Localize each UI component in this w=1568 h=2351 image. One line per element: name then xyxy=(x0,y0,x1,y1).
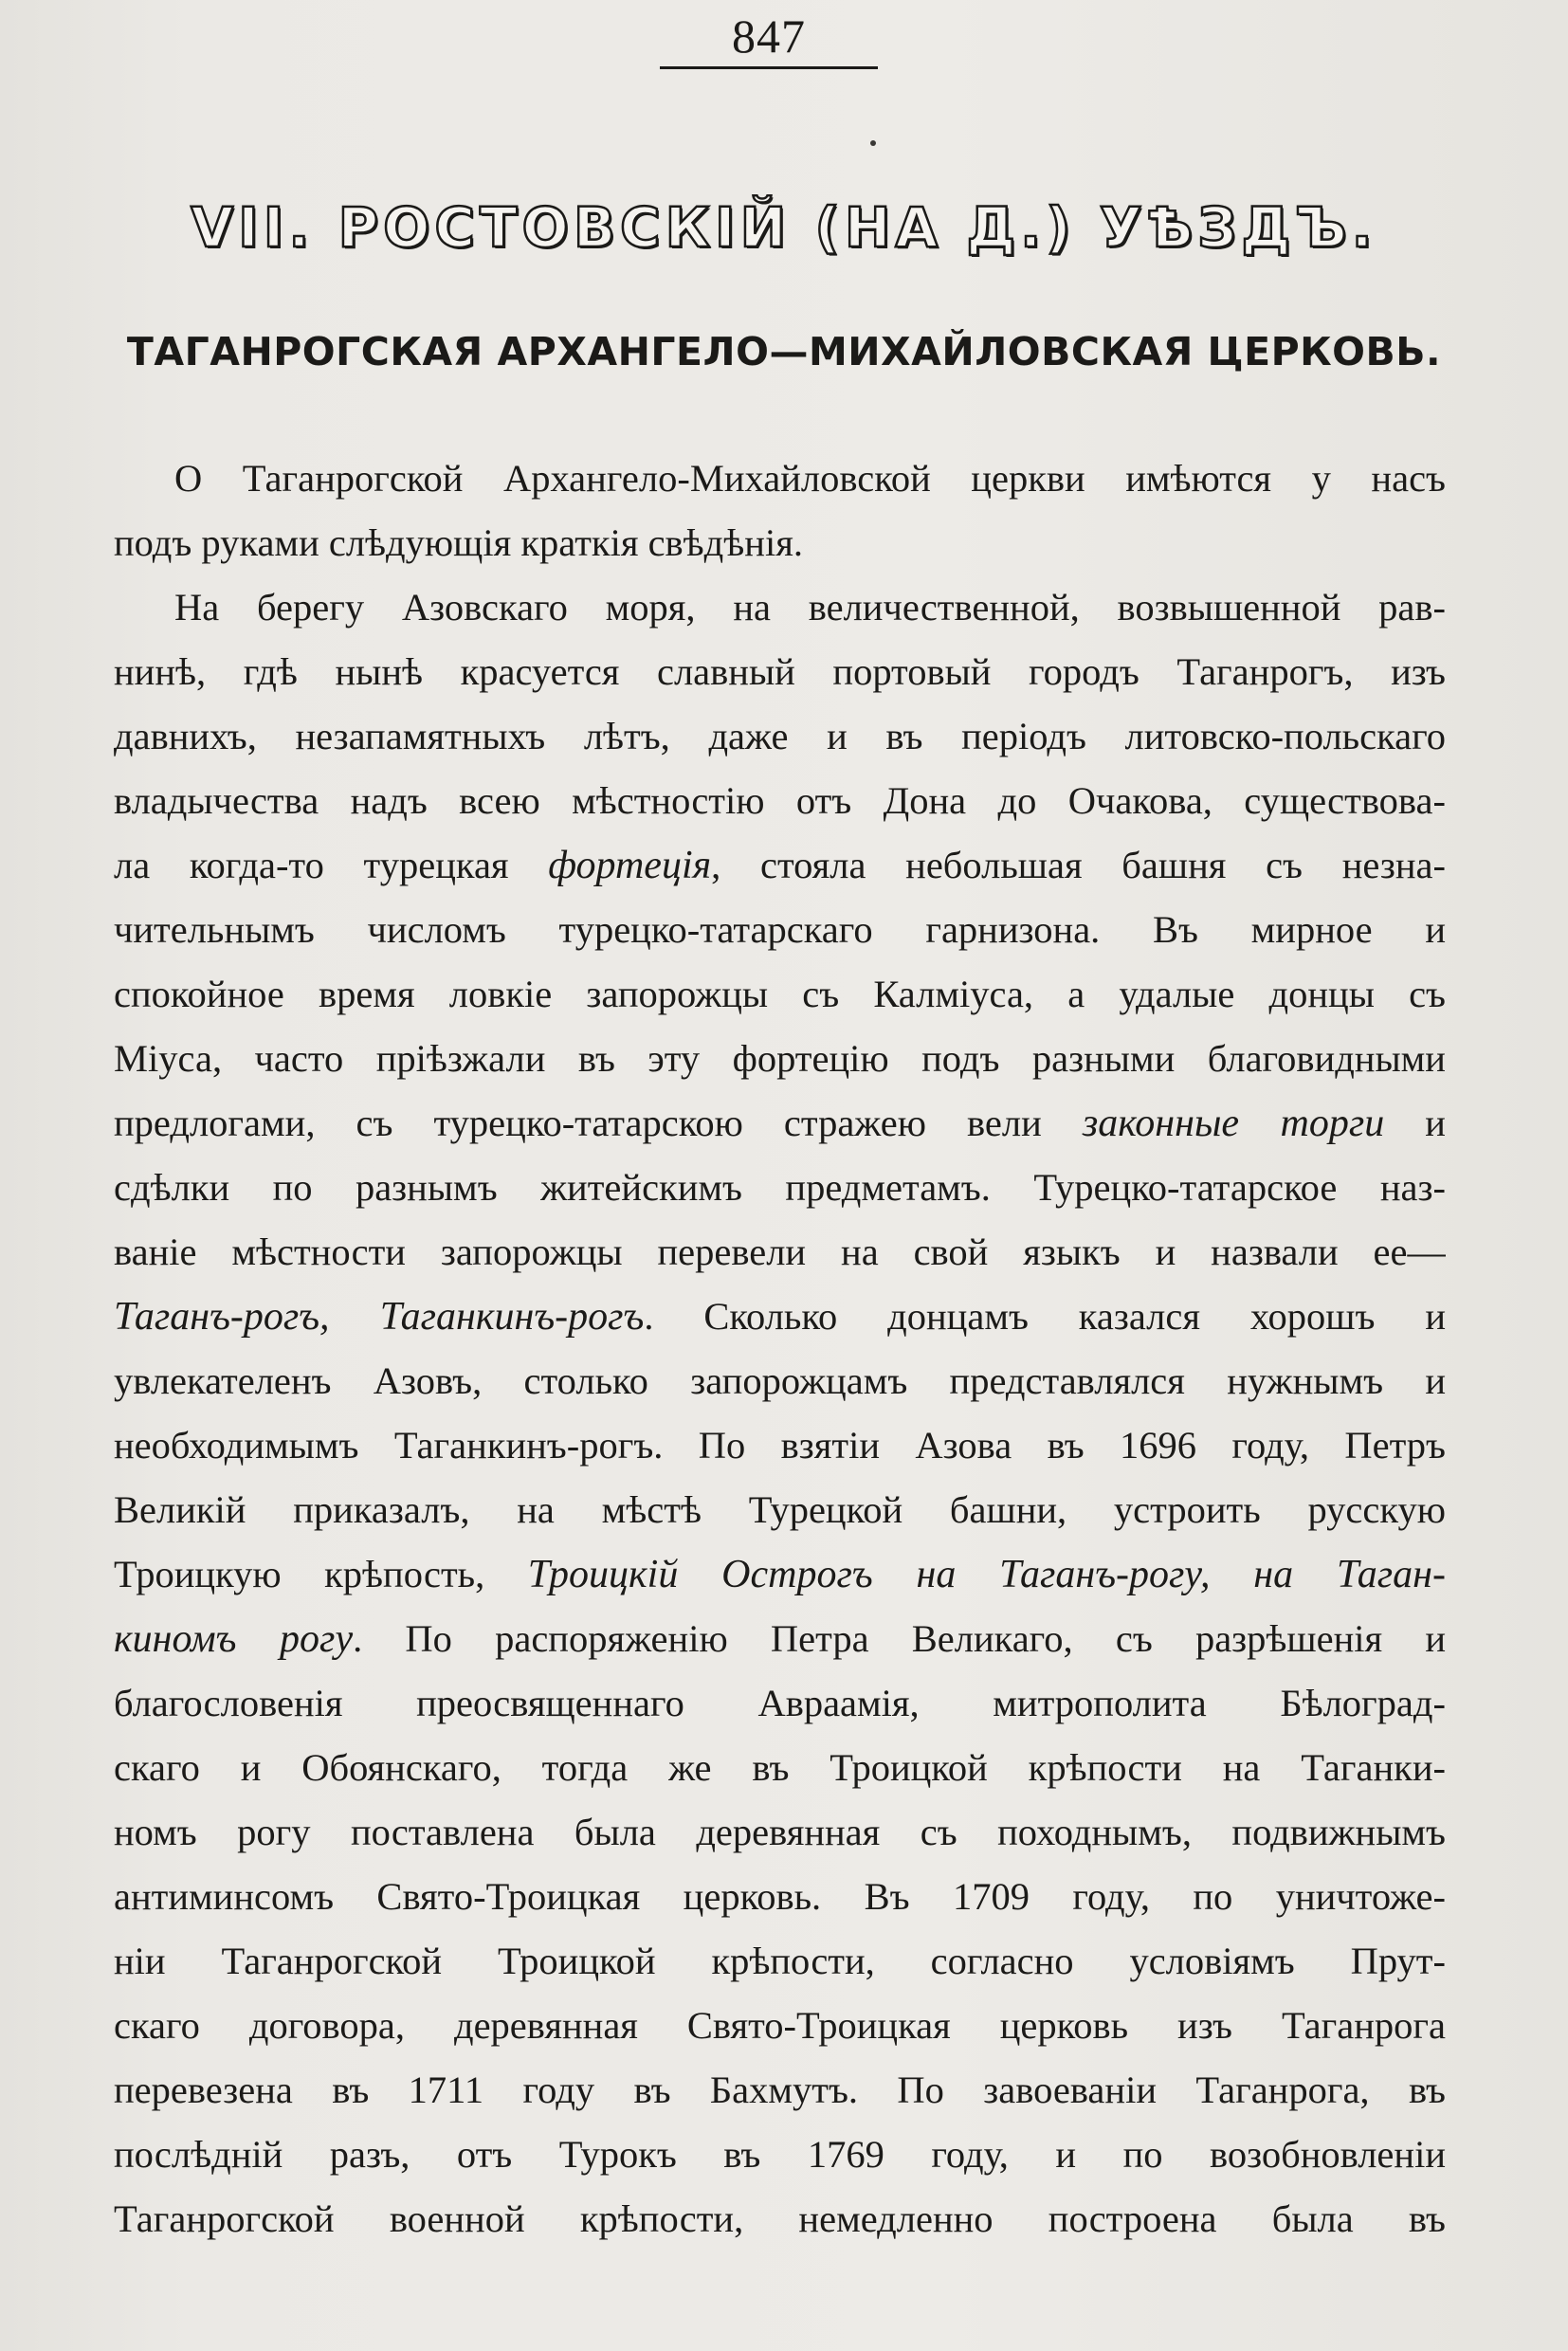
italic-term-legal-trade: законные торги xyxy=(1082,1102,1385,1145)
text-line: нинѣ, гдѣ нынѣ красуется славный портовый городъ Таганрогъ, изъ xyxy=(114,650,1446,693)
text-line: ніи Таганрогской Троицкой крѣпости, согласно условіямъ Прут- xyxy=(114,1940,1446,1982)
text-line xyxy=(114,1542,1446,1607)
text-run: . Сколько донцамъ казался хорошъ и xyxy=(644,1295,1446,1338)
italic-term-horn: киномъ рогу xyxy=(114,1617,354,1661)
text-line: необходимымъ Таганкинъ-рогъ. По взятіи Азова въ 1696 году, Петръ xyxy=(114,1424,1446,1467)
text-line: увлекателенъ Азовъ, столько запорожцамъ представлялся нужнымъ и xyxy=(114,1359,1446,1402)
text-line: благословенія преосвященнаго Авраамія, митрополита Бѣлоград- xyxy=(114,1682,1446,1724)
text-line xyxy=(114,1091,1446,1156)
text-line: номъ рогу поставлена была деревянная съ походнымъ, подвижнымъ xyxy=(114,1811,1446,1853)
page-number: 847 xyxy=(732,9,806,63)
text-run: предлогами, съ турецко-татарскою стражею вели xyxy=(114,1102,1083,1144)
church-title: ТАГАНРОГСКАЯ АРХАНГЕЛО—МИХАЙЛОВСКАЯ ЦЕРКОВЬ. xyxy=(126,329,1442,374)
text-run: Троицкую крѣпость, xyxy=(114,1553,528,1595)
text-line xyxy=(114,1607,1446,1671)
page-number-rule xyxy=(660,66,878,69)
text-line: спокойное время ловкіе запорожцы съ Калміуса, а удалые донцы съ xyxy=(114,973,1446,1015)
text-run: , стояла небольшая башня съ незна- xyxy=(711,844,1446,886)
italic-term-taganrog: Таганъ-рогъ, Таганкинъ-рогъ xyxy=(114,1295,645,1339)
text-line: скаго и Обоянскаго, тогда же въ Троицкой крѣпости на Таганки- xyxy=(114,1746,1446,1789)
text-line: сдѣлки по разнымъ житейскимъ предметамъ. Турецко-татарское наз- xyxy=(114,1166,1446,1209)
text-line: Міуса, часто пріѣзжали въ эту фортецію подъ разными благовидными xyxy=(114,1037,1446,1080)
text-line: послѣдній разъ, отъ Турокъ въ 1769 году, и по возобновленіи xyxy=(114,2133,1446,2176)
text-run: ла когда-то турецкая xyxy=(114,844,549,886)
text-line xyxy=(114,1285,1446,1349)
italic-term-trinity-fort: Троицкій Острогъ на Таганъ-рогу, на Таган- xyxy=(527,1553,1446,1596)
text-line: подъ руками слѣдующія краткія свѣдѣнія. xyxy=(114,521,803,564)
text-line: На берегу Азовскаго моря, на величественной, возвышенной рав- xyxy=(174,586,1446,629)
italic-term-fortress: фортеція xyxy=(548,844,712,887)
text-run: . По распоряженію Петра Великаго, съ разрѣшенія и xyxy=(353,1617,1446,1660)
text-line: давнихъ, незапамятныхъ лѣтъ, даже и въ періодъ литовско-польскаго xyxy=(114,715,1446,757)
text-line: перевезена въ 1711 году въ Бахмутъ. По завоеваніи Таганрога, въ xyxy=(114,2069,1446,2111)
text-line: О Таганрогской Архангело-Михайловской церкви имѣются у насъ xyxy=(174,457,1446,500)
text-line xyxy=(114,833,1446,898)
text-line: чительнымъ числомъ турецко-татарскаго гарнизона. Въ мирное и xyxy=(114,908,1446,951)
section-title: VII. РОСТОВСКІЙ (НА Д.) УѢЗДЪ. xyxy=(191,195,1377,260)
ink-dot xyxy=(870,140,876,146)
text-line: владычества надъ всею мѣстностію отъ Дона до Очакова, существова- xyxy=(114,779,1446,822)
text-line: ваніе мѣстности запорожцы перевели на свой языкъ и назвали ее— xyxy=(114,1230,1446,1273)
text-line: антиминсомъ Свято-Троицкая церковь. Въ 1709 году, по уничтоже- xyxy=(114,1875,1446,1918)
text-line: Таганрогской военной крѣпости, немедленно построена была въ xyxy=(114,2197,1446,2240)
body-text xyxy=(114,447,1446,2251)
text-run: и xyxy=(1384,1102,1446,1144)
text-line: скаго договора, деревянная Свято-Троицкая церковь изъ Таганрога xyxy=(114,2004,1446,2047)
text-line: Великій приказалъ, на мѣстѣ Турецкой башни, устроить русскую xyxy=(114,1488,1446,1531)
